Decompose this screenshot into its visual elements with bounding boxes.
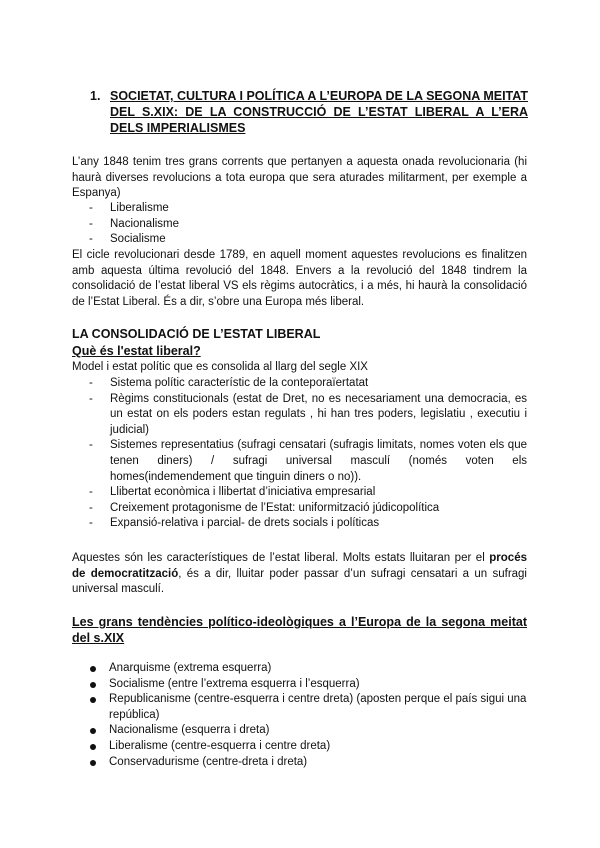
list-item: - Liberalisme xyxy=(89,202,169,214)
bullet-icon xyxy=(90,666,96,672)
bullet-icon xyxy=(90,744,96,750)
cycle-paragraph: El cicle revolucionari desde 1789, en aquell moment aquestes revolucions es finalitzen amb aquesta última revolució del 1848. Envers a la revolució del 1848 tindrem la consolidació de l’estat liberal VS els règims autocràtics, i a més, hi haurà la consolidació de l’Estat Liberal. És a dir, s’obre una Europa més liberal. xyxy=(72,249,527,308)
list-item: Conservadurisme (centre-dreta i dreta) xyxy=(72,755,527,771)
features-list xyxy=(72,376,527,532)
list-item: Socialisme (entre l’extrema esquerra i l’esquerra) xyxy=(72,677,527,693)
summary-paragraph: Aquestes són les característiques de l’estat liberal. Molts estats lluitaran per el procés de democratització, és a dir, lluitar poder passar d’un sufragi censatari a un sufragi universal masculí. xyxy=(72,552,527,596)
list-item: Republicanisme (centre-esquerra i centre dreta) (aposten perque el país sigui una república) xyxy=(72,692,527,723)
list-item: - Llibertat econòmica i llibertat d’iniciativa empresarial xyxy=(89,486,376,499)
tendencies-list xyxy=(72,661,527,770)
currents-list xyxy=(72,201,527,248)
section-title: LA CONSOLIDACIÓ DE L’ESTAT LIBERAL xyxy=(72,327,321,341)
bullet-icon xyxy=(90,760,96,766)
heading-number: 1. xyxy=(90,89,101,103)
list-item: - Socialisme xyxy=(89,233,166,246)
bullet-icon xyxy=(90,697,96,703)
intro-paragraph: L’any 1848 tenim tres grans corrents que pertanyen a aquesta onada revolucionaria (hi haurà diverses revolucions a tota europa que sera aturades militarment, per exemple a Espanya) xyxy=(72,156,527,200)
list-item: Anarquisme (extrema esquerra) xyxy=(72,661,527,677)
model-line: Model i estat polític que es consolida al llarg del segle XIX xyxy=(72,361,368,373)
section-subtitle: Què és l'estat liberal? xyxy=(72,344,201,358)
list-item: Nacionalisme (esquerra i dreta) xyxy=(72,723,527,739)
list-item: - Nacionalisme xyxy=(89,217,180,230)
list-item: Liberalisme (centre-esquerra i centre dreta) xyxy=(72,739,527,755)
bold-term: procés de democratització xyxy=(72,552,527,580)
tendencies-title: Les grans tendències político-ideològiques a l’Europa de la segona meitat del s.XIX xyxy=(72,615,527,645)
list-item: - Sistema polític característic de la conteporaïertatat xyxy=(89,377,369,389)
list-item: - Creixement protagonisme de l’Estat: uniformització júdicopolítica xyxy=(89,501,440,514)
bullet-icon xyxy=(90,682,96,688)
bullet-icon xyxy=(90,728,96,734)
list-item: - Expansió-relativa i parcial- de drets socials i políticas xyxy=(89,517,380,530)
list-item: - Règims constitucionals (estat de Dret, no es necesariament una democracia, es un estat on els poders estan regulats , hi han tres poders, legislatiu , executiu i judicial) xyxy=(89,392,527,436)
list-item: - Sistemes representatius (sufragi censatari (sufragis limitats, nomes voten els que tenen diners) / sufragi universal masculí (només voten els homes(indemendement que tinguin diners o no)). xyxy=(89,439,527,483)
heading-text: SOCIETAT, CULTURA I POLÍTICA A L’EUROPA DE LA SEGONA MEITAT DEL S.XIX: DE LA CONSTRUCCIÓ DE L’ESTAT LIBERAL A L’ERA DELS IMPERIALISMES xyxy=(110,89,528,135)
